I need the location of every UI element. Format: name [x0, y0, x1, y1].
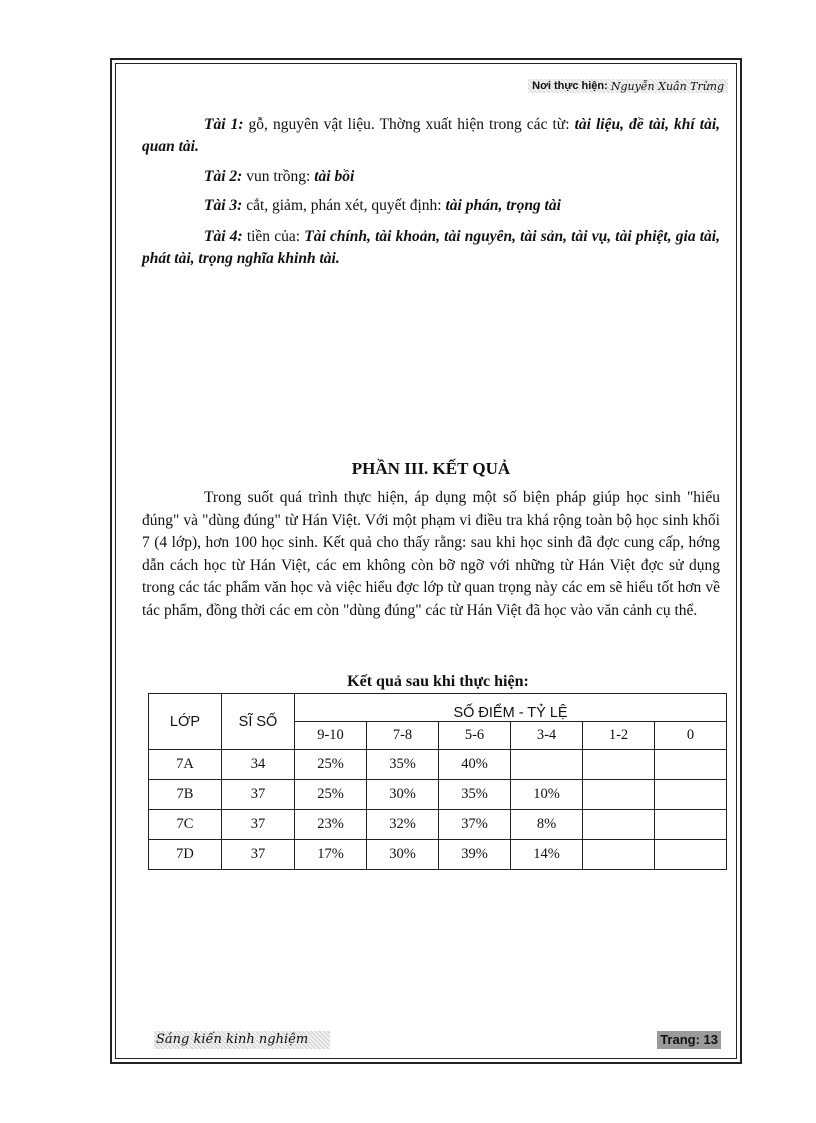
score-col-header: 9-10 — [295, 722, 367, 750]
results-paragraph: Trong suốt quá trình thực hiện, áp dụng một số biện pháp giúp học sinh "hiểu đúng" và "dùng đúng" từ Hán Việt. Với một phạm vi điều tra khá rộng toàn bộ học sinh khối 7 (4 lớp), hơn 100 học sinh. Kết quả cho thấy rằng: sau khi học sinh đã đợc cung cấp, hớng dẫn cách học từ Hán Việt, các em không còn bỡ ngỡ với những từ Hán Việt đợc sử dụng trong các tác phẩm văn học và việc hiểu đợc lớp từ quan trọng này các em sẽ hiểu tốt hơn về tác phẩm, đồng thời các em còn "dùng đúng" các từ Hán Việt đã học vào văn cảnh cụ thể. — [142, 489, 720, 619]
cell-score — [655, 810, 727, 840]
cell-score: 32% — [367, 810, 439, 840]
score-col-header: 1-2 — [583, 722, 655, 750]
tai-2-term: Tài 2: — [204, 168, 243, 185]
tai-4-paragraph — [142, 226, 720, 270]
footer-title: Sáng kiến kinh nghiệm — [154, 1031, 330, 1049]
tai-4-term: Tài 4: — [204, 228, 243, 245]
tai-3-term: Tài 3: — [204, 197, 243, 214]
tai-1-paragraph — [142, 114, 720, 158]
page-number: Trang: 13 — [657, 1031, 721, 1049]
cell-lop: 7C — [149, 810, 222, 840]
cell-score: 39% — [439, 840, 511, 870]
table-row — [149, 840, 727, 870]
header-siso: SĨ SỐ — [222, 694, 295, 750]
cell-siso: 37 — [222, 810, 295, 840]
score-col-header: 0 — [655, 722, 727, 750]
tai-2-meaning: vun trồng: — [242, 168, 315, 185]
cell-lop: 7A — [149, 750, 222, 780]
tai-1-examples: tài liệu, đề tài, khí tài, quan tài. — [142, 116, 721, 155]
table-row — [149, 780, 727, 810]
cell-score — [655, 750, 727, 780]
cell-score — [583, 810, 655, 840]
table-caption: Kết quả sau khi thực hiện: — [347, 673, 529, 690]
cell-score: 10% — [511, 780, 583, 810]
cell-score — [655, 780, 727, 810]
tai-4-meaning: tiền của: — [242, 228, 305, 245]
tai-4-examples: Tài chính, tài khoản, tài nguyên, tài sản, tài vụ, tài phiệt, gia tài, phát tài, trọng nghĩa khinh tài. — [142, 228, 720, 267]
tai-2-examples: tài bồi — [314, 168, 355, 185]
cell-siso: 37 — [222, 780, 295, 810]
score-col-header: 5-6 — [439, 722, 511, 750]
cell-score — [583, 840, 655, 870]
tai-3-paragraph — [142, 195, 720, 217]
page-header — [528, 79, 728, 93]
cell-score — [511, 750, 583, 780]
cell-score: 25% — [295, 750, 367, 780]
score-col-header: 3-4 — [511, 722, 583, 750]
tai-1-term: Tài 1: — [204, 116, 244, 133]
tai-1-meaning: gỗ, nguyên vật liệu. Thờng xuất hiện trong các từ: — [243, 116, 575, 133]
results-table — [148, 693, 727, 870]
cell-score: 37% — [439, 810, 511, 840]
section-title: PHẦN III. KẾT QUẢ — [351, 459, 511, 478]
score-col-header: 7-8 — [367, 722, 439, 750]
cell-score: 40% — [439, 750, 511, 780]
cell-score — [583, 750, 655, 780]
tai-2-paragraph — [142, 166, 720, 188]
cell-score: 23% — [295, 810, 367, 840]
cell-score: 30% — [367, 840, 439, 870]
header-author: Nguyễn Xuân Trừng — [610, 79, 724, 93]
cell-score: 35% — [439, 780, 511, 810]
cell-siso: 37 — [222, 840, 295, 870]
header-lop: LỚP — [149, 694, 222, 750]
table-row — [149, 750, 727, 780]
cell-score: 14% — [511, 840, 583, 870]
cell-siso: 34 — [222, 750, 295, 780]
header-score-group: SỐ ĐIỂM - TỶ LỆ — [295, 694, 727, 722]
cell-score: 30% — [367, 780, 439, 810]
cell-score — [583, 780, 655, 810]
cell-score: 25% — [295, 780, 367, 810]
cell-score: 35% — [367, 750, 439, 780]
header-label: Nơi thực hiện: — [532, 80, 608, 92]
cell-score: 8% — [511, 810, 583, 840]
cell-lop: 7D — [149, 840, 222, 870]
cell-score: 17% — [295, 840, 367, 870]
tai-3-meaning: cắt, giảm, phán xét, quyết định: — [242, 197, 446, 214]
cell-score — [655, 840, 727, 870]
tai-3-examples: tài phán, trọng tài — [445, 197, 561, 214]
cell-lop: 7B — [149, 780, 222, 810]
table-row — [149, 810, 727, 840]
